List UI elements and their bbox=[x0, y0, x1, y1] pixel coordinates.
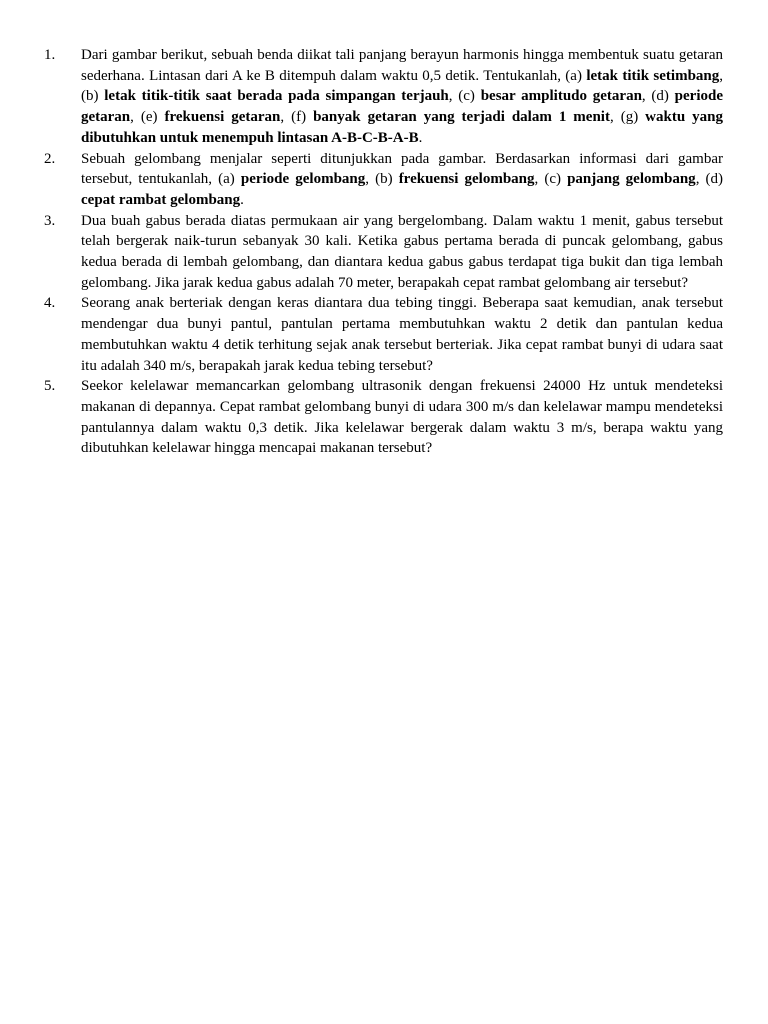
question-key-term: banyak getaran yang terjadi dalam 1 menit bbox=[313, 109, 610, 126]
question-number: 1. bbox=[44, 47, 56, 63]
question-segment: , (c) bbox=[534, 171, 568, 188]
question-segment: , (g) bbox=[609, 109, 646, 126]
question-number: 2. bbox=[44, 150, 56, 167]
question-segment: , (d) bbox=[695, 171, 724, 188]
question-segment: , (e) bbox=[130, 109, 165, 126]
question-text bbox=[81, 45, 723, 149]
question-key-term: frekuensi getaran bbox=[164, 109, 281, 126]
question-segment: , (f) bbox=[280, 109, 314, 126]
question-key-term: periode getaran bbox=[81, 88, 723, 126]
question-segment: , (d) bbox=[641, 88, 675, 105]
question-item-2 bbox=[44, 149, 723, 211]
question-text bbox=[81, 149, 723, 211]
question-key-term: letak titik setimbang bbox=[586, 67, 720, 84]
question-item-1 bbox=[44, 45, 723, 149]
question-number: 3. bbox=[44, 212, 56, 229]
question-text bbox=[81, 211, 723, 294]
question-key-term: cepat rambat gelombang bbox=[81, 191, 241, 208]
question-segment: , (b) bbox=[365, 171, 399, 188]
question-segment: . bbox=[418, 129, 423, 146]
question-segment: , (c) bbox=[448, 88, 481, 105]
question-item-4 bbox=[44, 293, 723, 376]
question-number: 4. bbox=[44, 295, 56, 312]
question-item-3 bbox=[44, 211, 723, 294]
question-key-term: waktu yang dibutuhkan untuk menempuh lintasan A-B-C-B-A-B bbox=[81, 109, 724, 146]
question-segment: Seekor kelelawar memancarkan gelombang ultrasonik dengan frekuensi 24000 Hz untuk mendeteksi makanan di depannya. Cepat rambat gelombang bunyi di udara 300 m/s dan kelelawar mampu mendeteksi pantulannya dalam waktu 0,3 detik. Jika kelelawar bergerak dalam waktu 3 m/s, berapa waktu yang dibutuhkan kelelawar hingga mencapai makanan tersebut? bbox=[81, 378, 723, 457]
question-segment: Dari gambar berikut, sebuah benda diikat tali panjang berayun harmonis hingga membentuk suatu getaran sederhana. Lintasan dari A ke B ditempuh dalam waktu 0,5 detik. Tentukanlah, (a) bbox=[81, 47, 723, 84]
question-segment: Sebuah gelombang menjalar seperti ditunjukkan pada gambar. Berdasarkan informasi dari gambar tersebut, tentukanlah, (a) bbox=[81, 150, 723, 188]
question-key-term: letak titik-titik saat berada pada simpangan terjauh bbox=[104, 88, 449, 105]
question-key-term: panjang gelombang bbox=[567, 171, 696, 188]
question-text bbox=[81, 293, 723, 376]
question-segment: Seorang anak berteriak dengan keras diantara dua tebing tinggi. Beberapa saat kemudian, anak tersebut mendengar dua bunyi pantul, pantulan pertama membutuhkan waktu 2 detik dan pantulan kedua membutuhkan waktu 4 detik terhitung sejak anak tersebut berteriak. Jika cepat rambat bunyi di udara saat itu adalah 340 m/s, berapakah jarak kedua tebing tersebut? bbox=[81, 295, 723, 374]
question-segment: , (b) bbox=[81, 67, 723, 105]
question-list bbox=[44, 45, 723, 459]
question-key-term: periode gelombang bbox=[240, 171, 366, 188]
question-item-5 bbox=[44, 376, 723, 459]
question-key-term: besar amplitudo getaran bbox=[480, 88, 642, 105]
question-key-term: frekuensi gelombang bbox=[398, 171, 535, 188]
question-segment: Dua buah gabus berada diatas permukaan air yang bergelombang. Dalam waktu 1 menit, gabus tersebut telah bergerak naik-turun sebanyak 30 kali. Ketika gabus pertama berada di puncak gelombang, gabus kedua berada di lembah gelombang, dan diantara kedua gabus gabus terdapat tiga bukit dan tiga lembah gelombang. Jika jarak kedua gabus adalah 70 meter, berapakah cepat rambat gelombang air tersebut? bbox=[81, 212, 723, 291]
question-segment: . bbox=[240, 191, 244, 208]
question-number: 5. bbox=[44, 378, 56, 395]
question-text bbox=[81, 376, 723, 459]
